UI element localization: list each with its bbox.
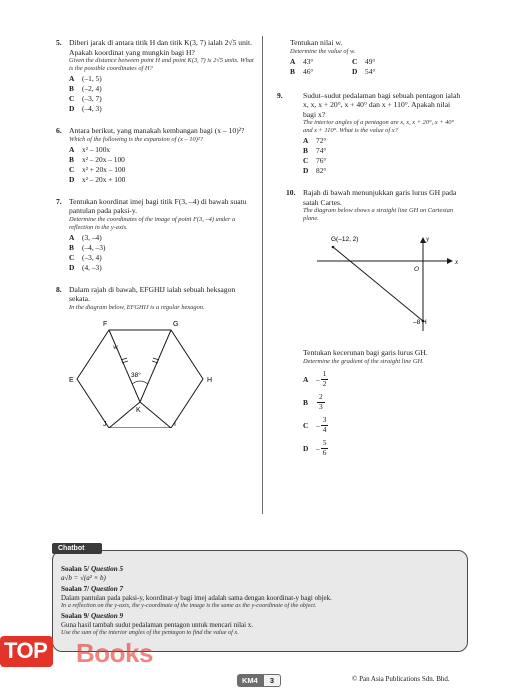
publisher-credit: © Pan Asia Publications Sdn. Bhd. xyxy=(352,675,450,683)
options-grid xyxy=(290,57,465,77)
question-number: 6. xyxy=(56,126,62,135)
chatbot-text-q7-ms: Dalam pantulan pada paksi-y, koordinat-y bagi imej adalah sama dengan koordinat-y bagi objek. xyxy=(61,593,332,602)
options-list xyxy=(303,368,465,460)
page-number: 3 xyxy=(263,674,281,687)
option-c[interactable]: C – $\frac{3}{4}$ xyxy=(303,415,327,434)
chatbot-text-q9-en: Use the sum of the interior angles of the pentagon to find the value of x. xyxy=(61,629,239,636)
question-text-en: The interior angles of a pentagon are x, x, x + 20°, x + 40° and x + 110°. What is the value of x? xyxy=(303,119,455,134)
option-a[interactable]: A 72° xyxy=(303,136,327,145)
options-list xyxy=(69,233,256,273)
chatbot-text-q7-en: In a reflection on the y-axis, the y-coordinate of the image is the same as the y-coordinate of the object. xyxy=(61,602,317,609)
question-text-en: Determine the coordinates of the image of point F(3, –4) under a reflection in the y-axis. xyxy=(69,215,236,231)
question-6 xyxy=(56,126,256,185)
options-list xyxy=(69,74,256,114)
option-b[interactable]: B x² – 20x – 100 xyxy=(69,154,125,164)
point-k-label: K xyxy=(136,406,141,414)
left-column xyxy=(56,38,256,440)
chatbot-heading-q9: Soalan 9/ Question 9 xyxy=(61,611,124,620)
question-8 xyxy=(56,285,256,428)
column-divider xyxy=(262,36,263,514)
question-text-ms-2: Tentukan kecerunan bagi garis lurus GH. xyxy=(303,348,428,357)
options-list xyxy=(69,145,256,185)
question-text-ms: Dalam rajah di bawah, EFGHIJ ialah sebuah heksagon sekata. xyxy=(69,284,236,303)
question-7 xyxy=(56,197,256,273)
option-b[interactable]: B $\frac{2}{3}$ xyxy=(303,392,323,411)
question-text-en: The diagram below shows a straight line GH on Cartesian plane. xyxy=(303,207,454,222)
option-a[interactable]: A x² – 100x xyxy=(69,144,111,154)
origin-label: O xyxy=(414,266,420,273)
vertex-h-label: H xyxy=(207,376,213,384)
question-text-en: Given the distance between point H and point K(3, 7) is 2√5 units. What is the possible coordinates of H? xyxy=(69,57,254,72)
option-c[interactable]: C 76° xyxy=(303,156,327,165)
option-a[interactable]: A (3, –4) xyxy=(69,232,102,242)
x-axis-label: x xyxy=(455,258,459,266)
question-text-en: In the diagram below, EFGHIJ is a regular hexagon. xyxy=(69,303,205,311)
option-b[interactable]: B 46° xyxy=(290,66,314,76)
question-number: 9. xyxy=(277,90,283,100)
option-b[interactable]: B (–2, 4) xyxy=(69,84,102,93)
chatbot-formula: a√b = √(a² × b) xyxy=(61,574,106,582)
option-c[interactable]: C (–3, 7) xyxy=(69,94,102,103)
option-d[interactable]: D 82° xyxy=(303,166,327,175)
vertex-g-label: G xyxy=(173,320,179,328)
option-d[interactable]: D (–4, 3) xyxy=(69,104,102,113)
chatbot-content xyxy=(61,565,459,637)
question-text-ms: Antara berikut, yang manakah kembangan bagi (x – 10)²? xyxy=(69,126,245,135)
cartesian-graph xyxy=(309,233,459,338)
question-5 xyxy=(56,38,256,114)
question-9 xyxy=(277,90,465,177)
option-c[interactable]: C (–3, 4) xyxy=(69,252,102,262)
option-c[interactable]: C x² + 20x – 100 xyxy=(69,164,126,174)
question-text-ms: Diberi jarak di antara titik H dan titik K(3, 7) ialah 2√5 unit. Apakah koordinat yang mungkin bagi H? xyxy=(69,38,252,57)
vertex-e-label: E xyxy=(69,376,74,384)
angle-38-label: 38° xyxy=(131,371,141,379)
option-a[interactable]: A (–1, 5) xyxy=(69,74,102,83)
option-a[interactable]: A – $\frac{1}{2}$ xyxy=(303,369,327,388)
question-text-en-2: Determine the gradient of the straight line GH. xyxy=(303,357,424,365)
logo-books-text: Books xyxy=(76,638,153,668)
option-b[interactable]: B 74° xyxy=(303,146,327,155)
chatbot-text-q9-ms: Guna hasil tambah sudut pedalaman pentagon untuk mencari nilai x. xyxy=(61,620,254,629)
right-column xyxy=(277,38,465,472)
question-10 xyxy=(286,188,465,460)
logo-top-text: TOP xyxy=(0,636,53,667)
option-c[interactable]: C 49° xyxy=(352,56,376,66)
option-d[interactable]: D (4, –3) xyxy=(69,262,102,272)
angle-w-label: w xyxy=(113,342,118,351)
option-d[interactable]: D x² – 20x + 100 xyxy=(69,174,126,184)
options-list xyxy=(303,136,465,176)
option-d[interactable]: D – $\frac{5}{6}$ xyxy=(303,438,327,457)
question-text-en: Determine the value of w. xyxy=(290,47,356,55)
point-g-label: G(–12, 2) xyxy=(331,236,359,243)
chatbot-heading-q7: Soalan 7/ Question 7 xyxy=(61,584,124,593)
y-axis-label: y xyxy=(426,235,430,243)
question-number: 7. xyxy=(56,196,62,206)
vertex-i-label: I xyxy=(174,420,176,428)
question-number: 8. xyxy=(56,284,62,294)
question-text-ms: Sudut–sudut pedalaman bagi sebuah pentagon ialah x, x, x + 20°, x + 40° dan x + 110°. Apakah nilai bagi x? xyxy=(303,90,461,119)
question-8-continued xyxy=(290,38,465,77)
chatbot-heading-q5: Soalan 5/ Question 5 xyxy=(61,565,124,573)
chapter-code: KM4 xyxy=(237,674,263,687)
point-h-label: –8 H xyxy=(413,319,427,326)
option-b[interactable]: B (–4, –3) xyxy=(69,242,106,252)
option-d[interactable]: D 54° xyxy=(352,66,376,76)
vertex-f-label: F xyxy=(103,320,108,328)
question-number: 5. xyxy=(56,38,62,47)
hexagon-diagram xyxy=(69,316,254,428)
question-number: 10. xyxy=(286,188,296,197)
option-a[interactable]: A 43° xyxy=(290,56,314,66)
question-text-ms: Tentukan nilai w. xyxy=(290,38,343,47)
page-code-badge xyxy=(237,674,281,687)
chatbot-box xyxy=(52,550,468,652)
question-text-ms: Tentukan koordinat imej bagi titik F(3, –4) di bawah suatu pantulan pada paksi-y. xyxy=(69,196,247,215)
question-text-en: Which of the following is the expansion of (x – 10)²? xyxy=(69,135,203,143)
question-text-ms: Rajah di bawah menunjukkan garis lurus GH pada satah Cartes. xyxy=(303,188,457,207)
chatbot-title: Chatbot xyxy=(52,543,102,554)
vertex-j-label: J xyxy=(103,420,107,428)
